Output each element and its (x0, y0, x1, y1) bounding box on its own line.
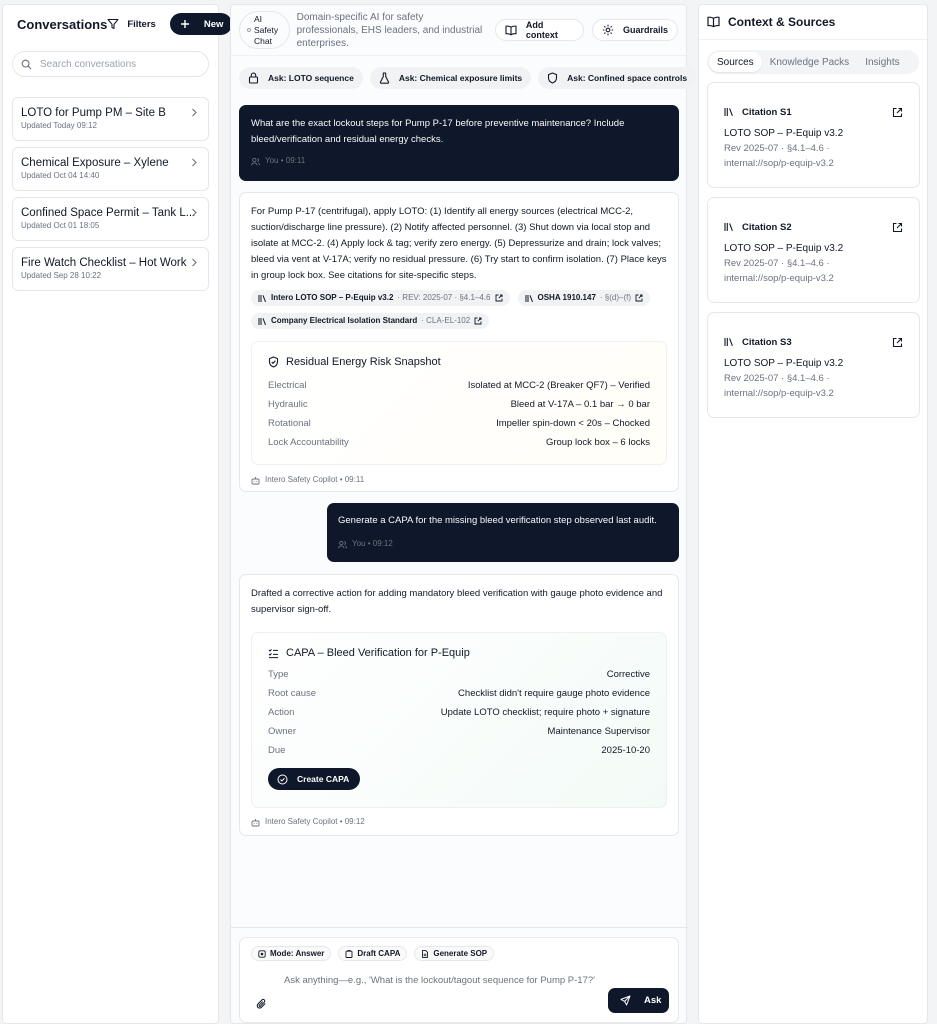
card-title: Residual Energy Risk Snapshot (286, 356, 441, 368)
detail-value: Checklist didn't require gauge photo evidence (458, 687, 650, 699)
book-icon (707, 16, 720, 28)
conversation-item[interactable] (12, 97, 209, 141)
external-link-icon[interactable] (892, 222, 903, 233)
external-link-icon (474, 317, 482, 325)
chat-panel (230, 4, 687, 1024)
mode-label: Generate SOP (433, 949, 488, 958)
tab-insights[interactable]: Insights (865, 56, 900, 68)
external-link-icon (635, 294, 643, 302)
message-meta: Intero Safety Copilot • 09:11 (265, 475, 365, 484)
chip-label: Ask: LOTO sequence (268, 73, 354, 83)
app-logo (239, 11, 290, 49)
detail-row (268, 433, 650, 452)
source-meta: Rev 2025-07 · §4.1–4.6 · (724, 258, 830, 269)
logo-line: Chat (254, 35, 272, 46)
conversation-title: Confined Space Permit – Tank L... (21, 207, 196, 219)
assistant-message (239, 574, 679, 836)
suggestion-chip-loto[interactable] (239, 67, 363, 89)
detail-value: Impeller spin-down < 20s – Chocked (496, 417, 650, 429)
assistant-message (239, 192, 679, 492)
chevron-right-icon (190, 108, 198, 117)
citation-detail: · REV: 2025-07 · §4.1–4.6 (397, 293, 491, 302)
divider (231, 927, 688, 928)
external-link-icon[interactable] (892, 107, 903, 118)
add-context-label: Add context (525, 20, 558, 40)
capa-rows (268, 665, 650, 760)
citation-detail: · §(d)–(f) (599, 293, 632, 302)
citation-chip[interactable] (251, 290, 510, 306)
source-meta: Rev 2025-07 · §4.1–4.6 · (724, 143, 830, 154)
logo-line: AI (254, 13, 263, 24)
create-capa-button[interactable] (268, 768, 360, 790)
conversation-updated: Updated Sep 28 10:22 (21, 271, 102, 280)
context-title: Context & Sources (728, 15, 836, 29)
logo-line: Safety (254, 24, 279, 35)
detail-value: Isolated at MCC-2 (Breaker QF7) – Verified (467, 379, 650, 391)
source-card[interactable] (707, 312, 920, 418)
checklist-icon (268, 648, 279, 659)
detail-row (268, 741, 650, 760)
ask-button[interactable] (608, 988, 669, 1013)
citation-chips (251, 290, 667, 329)
user-icon (251, 157, 260, 166)
citation-label: Citation S1 (742, 106, 792, 118)
bot-icon (251, 476, 260, 485)
conversation-list (3, 97, 218, 291)
filters-label: Filters (127, 18, 156, 30)
citation-chip[interactable] (251, 313, 489, 329)
tab-sources[interactable]: Sources (709, 52, 762, 72)
chevron-right-icon (190, 208, 198, 217)
conversation-item[interactable] (12, 197, 209, 241)
detail-value: Corrective (606, 668, 650, 680)
chip-label: Ask: Chemical exposure limits (398, 73, 523, 83)
citation-chip[interactable] (518, 290, 651, 306)
library-icon (724, 107, 734, 117)
conversation-title: Fire Watch Checklist – Hot Work (21, 257, 187, 269)
source-title: LOTO SOP – P-Equip v3.2 (724, 243, 844, 254)
context-tabs (707, 50, 919, 74)
message-meta: You • 09:11 (265, 156, 306, 165)
detail-row (268, 414, 650, 433)
detail-row (268, 395, 650, 414)
detail-row (268, 722, 650, 741)
detail-row (268, 376, 650, 395)
user-icon (338, 540, 347, 549)
capa-card (251, 632, 667, 808)
plus-icon (180, 19, 190, 29)
detail-key: Due (268, 744, 286, 756)
citation-name: Company Electrical Isolation Standard (271, 316, 418, 325)
new-conversation-button[interactable] (170, 13, 233, 35)
detail-value: Update LOTO checklist; require photo + signature (440, 706, 650, 718)
detail-key: Hydraulic (268, 398, 308, 410)
detail-key: Action (268, 706, 295, 718)
ask-label: Ask (644, 995, 662, 1006)
guardrails-button[interactable] (592, 19, 678, 41)
source-card[interactable] (707, 197, 920, 303)
user-message (327, 503, 679, 562)
paperclip-icon[interactable] (256, 998, 267, 1010)
detail-key: Lock Accountability (268, 436, 349, 448)
chat-header (231, 5, 686, 55)
source-title: LOTO SOP – P-Equip v3.2 (724, 128, 844, 139)
detail-value: Maintenance Supervisor (547, 725, 650, 737)
send-icon (620, 995, 631, 1006)
conversation-title: Chemical Exposure – Xylene (21, 157, 169, 169)
mode-label: Mode: Answer (270, 949, 325, 958)
risk-snapshot-card (251, 341, 667, 465)
message-text: For Pump P-17 (centrifugal), apply LOTO: (1) Identify all energy sources (electrical MCC-2, suction/discharge line pressure). (2) Notify affected personnel. (3) Shut down via local stop and isolate at MCC-2. (4) Apply lock & tag; verify zero energy. (5) Depressurize and drain; lock valves; bleed via vent at V-17A; verify no residual pressure. (6) Try start to confirm isolation. (7) Place keys in group lock box. See citations for site-specific steps. (251, 206, 667, 281)
tab-knowledge-packs[interactable]: Knowledge Packs (769, 56, 850, 68)
risk-rows (268, 376, 650, 452)
filters-button[interactable] (107, 18, 156, 30)
search-icon (21, 59, 32, 70)
detail-key: Type (268, 668, 289, 680)
user-message (239, 105, 679, 181)
tagline: Domain-specific AI for safety professionals, EHS leaders, and industrial enterprises. (296, 11, 483, 49)
clipboard-icon (345, 950, 353, 958)
detail-value: 2025-10-20 (601, 744, 650, 756)
search-placeholder: Search conversations (40, 58, 137, 70)
conversation-title: LOTO for Pump PM – Site B (21, 107, 166, 119)
source-title: LOTO SOP – P-Equip v3.2 (724, 358, 844, 369)
suggestion-chip-confined-space[interactable] (538, 67, 696, 89)
external-link-icon[interactable] (892, 337, 903, 348)
message-meta: Intero Safety Copilot • 09:12 (265, 817, 365, 826)
lock-icon (248, 72, 259, 84)
generate-sop-button[interactable] (414, 946, 494, 961)
shield-icon (547, 72, 558, 84)
message-meta: You • 09:12 (352, 539, 393, 548)
citation-name: Intero LOTO SOP – P-Equip v3.2 (271, 293, 394, 302)
mode-icon (258, 950, 266, 958)
mode-answer-button[interactable] (251, 946, 331, 961)
library-icon (724, 337, 734, 347)
conversation-item[interactable] (12, 147, 209, 191)
conversation-updated: Updated Oct 01 18:05 (21, 221, 100, 230)
bot-icon (251, 818, 260, 827)
detail-row (268, 684, 650, 703)
message-text: Generate a CAPA for the missing bleed verification step observed last audit. (338, 515, 657, 526)
citation-label: Citation S2 (742, 221, 792, 233)
document-icon (421, 950, 429, 958)
detail-value: Bleed at V-17A – 0.1 bar → 0 bar (510, 398, 650, 410)
conversation-updated: Updated Today 09:12 (21, 121, 97, 130)
draft-capa-button[interactable] (338, 946, 407, 961)
conversations-header (3, 5, 224, 43)
source-uri: internal://sop/p-equip-v3.2 (724, 388, 834, 399)
shield-check-icon (268, 356, 279, 368)
detail-key: Electrical (268, 379, 307, 391)
message-text: What are the exact lockout steps for Pump P-17 before preventive maintenance? Include bleed/verification and residual energy checks. (251, 118, 625, 145)
chevron-right-icon (190, 158, 198, 167)
logo-dot-icon (247, 28, 251, 32)
context-panel (698, 4, 928, 1024)
source-uri: internal://sop/p-equip-v3.2 (724, 158, 834, 169)
chevron-right-icon (190, 258, 198, 267)
detail-row (268, 665, 650, 684)
create-capa-label: Create CAPA (297, 774, 350, 784)
citation-label: Citation S3 (742, 336, 792, 348)
chip-label: Ask: Confined space controls (567, 73, 688, 83)
search-conversations-input[interactable] (12, 51, 209, 77)
card-title: CAPA – Bleed Verification for P-Equip (286, 647, 470, 659)
suggestion-chip-chemical[interactable] (370, 67, 531, 89)
guardrails-label: Guardrails (622, 25, 668, 35)
conversation-item[interactable] (12, 247, 209, 291)
filter-icon (107, 18, 119, 30)
source-card[interactable] (707, 82, 920, 188)
detail-row (268, 703, 650, 722)
composer (239, 937, 679, 1023)
mode-label: Draft CAPA (357, 949, 401, 958)
detail-key: Root cause (268, 687, 317, 699)
library-icon (258, 317, 267, 326)
detail-key: Owner (268, 725, 296, 737)
suggestion-chips (231, 56, 686, 89)
add-context-button[interactable] (495, 19, 584, 41)
message-text: Drafted a corrective action for adding mandatory bleed verification with gauge photo evidence and supervisor sign-off. (251, 588, 663, 615)
conversations-panel (2, 4, 224, 1024)
citation-name: OSHA 1910.147 (537, 293, 596, 302)
gear-icon (602, 24, 614, 36)
conversation-updated: Updated Oct 04 14:40 (21, 171, 100, 180)
detail-value: Group lock box – 6 locks (545, 436, 650, 448)
check-circle-icon (277, 774, 288, 785)
library-icon (258, 294, 267, 303)
conversations-title: Conversations (17, 16, 108, 32)
source-meta: Rev 2025-07 · §4.1–4.6 · (724, 373, 830, 384)
book-icon (505, 25, 517, 36)
new-label: New (203, 18, 224, 30)
external-link-icon (495, 294, 503, 302)
source-uri: internal://sop/p-equip-v3.2 (724, 273, 834, 284)
library-icon (724, 222, 734, 232)
flask-icon (379, 72, 390, 84)
library-icon (525, 294, 534, 303)
composer-input[interactable]: Ask anything—e.g., 'What is the lockout/tagout sequence for Pump P-17?' (284, 975, 595, 986)
citation-detail: · CLA-EL-102 (421, 316, 471, 325)
detail-key: Rotational (268, 417, 311, 429)
